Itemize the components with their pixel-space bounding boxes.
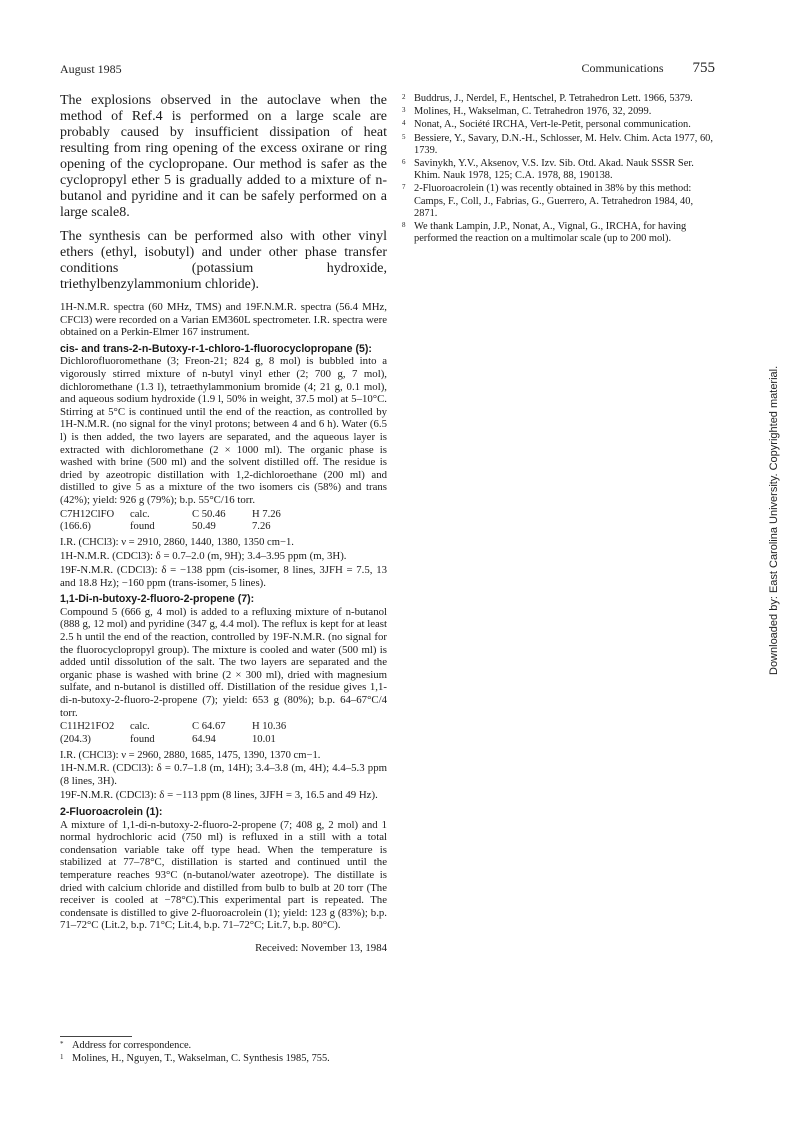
section-heading-fluoroacrolein: 2-Fluoroacrolein (1): [60, 806, 163, 819]
reference-item [402, 221, 715, 245]
reference-number: 8 [402, 221, 406, 230]
reference-text: Bessiere, Y., Savary, D.N.-H., Schlosser, M. Helv. Chim. Acta 1977, 60, 1739. [414, 132, 713, 156]
reference-text: 2-Fluoroacrolein (1) was recently obtained in 38% by this method: Camps, F., Coll, J., Fabrias, G., Guerrero, A. Tetrahedron 1984, 40, 2871. [414, 183, 694, 219]
reference-text: Nonat, A., Société IRCHA, Vert-le-Petit, personal communication. [414, 119, 691, 131]
header-right [582, 60, 716, 77]
reference-item [402, 119, 715, 131]
fnmr-data-1: 19F-N.M.R. (CDCl3): δ = −138 ppm (cis-isomer, 8 lines, 3JFH = 7.5, 13 and 18.8 Hz); −160 ppm (trans-isomer, 5 lines). [60, 564, 387, 589]
intro-paragraph-1: The explosions observed in the autoclave when the method of Ref.4 is performed on a large scale are probably caused by insufficient dissipation of heat resulting from ring opening of the excess oxirane or ring opening of the cyclopropane. Our method is safer as the cyclopropyl ether 5 is gradually added to a mixture of n-butanol and pyridine and it can be safely performed on a large scale8. [60, 93, 387, 220]
calc-h: H 7.26 [252, 508, 281, 520]
page-number: 755 [692, 60, 715, 76]
calc-c: C 64.67 [192, 721, 226, 733]
formula: C11H21FO2 [60, 721, 115, 733]
reference-text: Buddrus, J., Nerdel, F., Hentschel, P. Tetrahedron Lett. 1966, 5379. [414, 93, 693, 104]
elemental-analysis-1 [60, 509, 387, 534]
formula: C7H12ClFO [60, 508, 115, 520]
calc-c: C 50.46 [192, 508, 226, 520]
reference-text: We thank Lampin, J.P., Nonat, A., Vignal, G., IRCHA, for having performed the reaction on a multimolar scale (up to 200 mol). [414, 221, 687, 245]
reference-number: 5 [402, 132, 406, 141]
molecular-weight: (166.6) [60, 520, 91, 532]
received-date: Received: November 13, 1984 [255, 941, 387, 954]
left-column [60, 93, 387, 965]
section-heading-propene: 1,1-Di-n-butoxy-2-fluoro-2-propene (7): [60, 593, 255, 606]
hnmr-data-2: 1H-N.M.R. (CDCl3): δ = 0.7–1.8 (m, 14H); 3.4–3.8 (m, 4H); 4.4–5.3 ppm (8 lines, 3H). [60, 762, 387, 787]
calc-h: H 10.36 [252, 721, 287, 733]
download-watermark-text: Downloaded by: East Carolina University. Copyrighted material. [768, 365, 780, 675]
footnotes [60, 1040, 390, 1066]
intro-paragraph-2: The synthesis can be performed also with other vinyl ethers (ethyl, isobutyl) and under other phase transfer conditions (potassium hydroxide, triethylbenzylammonium chloride). [60, 229, 387, 292]
footnote-mark: * [60, 1040, 64, 1048]
download-watermark [768, 355, 788, 675]
reference-number: 3 [402, 106, 406, 115]
procedure-propene: Compound 5 (666 g, 4 mol) is added to a refluxing mixture of n-butanol (888 g, 12 mol) and pyridine (347 g, 4.4 mol). The reflux is kept for at least 2.5 h until the end of the reaction, controlled by 19F-N.M.R. (no signal for the fluorocyclopropyl group). The mixture is cooled and water (500 ml) is added until dissolution of the salt. The two layers are separated and the organic phase is washed with brine (2 × 300 ml), dried with magnesium sulfate, and n-butanol is distilled off. Distillation of the residue gives 1,1-di-n-butoxy-2-fluoro-2-propene (7); yield: 653 g (80%); b.p. 64–67°C/4 torr. [60, 605, 387, 719]
found-c: 50.49 [192, 520, 216, 532]
section-heading-cyclopropane: cis- and trans-2-n-Butoxy-r-1-chloro-1-fluorocyclopropane (5): [60, 342, 372, 355]
reference-number: 7 [402, 183, 406, 192]
reference-number: 6 [402, 158, 406, 167]
found-label: found [130, 520, 155, 532]
journal-section: Communications [581, 61, 664, 75]
procedure-cyclopropane: Dichlorofluoromethane (3; Freon-21; 824 g, 8 mol) is bubbled into a vigorously stirred mixture of n-butyl vinyl ether (2; 700 g, 7 mol), dichloromethane (1.3 l), tetraethylammonium bromide (4; 21 g, 0.1 mol), and aqueous sodium hydroxide (1.9 l, 50% in weight, 37.5 mol) at 5–10°C. Stirring at 5°C is continued until the end of the reaction, as controlled by 1H-N.M.R. (no signal for the vinyl protons; between 4 and 6 h). Water (6.5 l) is then added, the two layers are separated, and the aqueous layer is extracted with dichloromethane (2 × 1000 ml). The organic phase is washed with brine (500 ml) and the solvent distilled off. The residue is dried by azeotropic distillation with 1,2-dichloroethane (200 ml) and distilled to give 5 as a mixture of the two isomers cis (58%) and trans (42%); yield: 926 g (79%); b.p. 55°C/16 torr. [60, 355, 387, 506]
reference-item [402, 183, 715, 220]
footnote-item [60, 1040, 390, 1052]
issue-date: August 1985 [60, 62, 122, 76]
reference-item [402, 106, 715, 118]
reference-text: Molines, H., Wakselman, C. Tetrahedron 1976, 32, 2099. [414, 106, 652, 118]
found-c: 64.94 [192, 733, 216, 745]
reference-item [402, 158, 715, 182]
footnote-text: Address for correspondence. [72, 1040, 192, 1051]
reference-number: 4 [402, 119, 406, 128]
footnote-divider [60, 1036, 132, 1037]
fnmr-data-2: 19F-N.M.R. (CDCl3): δ = −113 ppm (8 lines, 3JFH = 3, 16.5 and 49 Hz). [60, 789, 378, 802]
instrument-paragraph: 1H-N.M.R. spectra (60 MHz, TMS) and 19F.N.M.R. spectra (56.4 MHz, CFCl3) were recorded on a Varian EM360L spectrometer. I.R. spectra were obtained on a Perkin-Elmer 167 instrument. [60, 301, 387, 339]
reference-item [402, 93, 715, 105]
ir-data-2: I.R. (CHCl3): ν = 2960, 2880, 1685, 1475, 1390, 1370 cm−1. [60, 750, 321, 762]
footnote-item [60, 1053, 390, 1065]
reference-item [402, 133, 715, 157]
reference-text: Savinykh, Y.V., Aksenov, V.S. Izv. Sib. Otd. Akad. Nauk SSSR Ser. Khim. Nauk 1978, 125; C.A. 1978, 88, 190138. [414, 158, 694, 182]
found-label: found [130, 733, 155, 745]
reference-number: 2 [402, 93, 406, 101]
calc-label: calc. [130, 508, 150, 520]
molecular-weight: (204.3) [60, 733, 91, 745]
elemental-analysis-2 [60, 721, 387, 746]
found-h: 10.01 [252, 733, 276, 745]
procedure-fluoroacrolein: A mixture of 1,1-di-n-butoxy-2-fluoro-2-propene (7; 408 g, 2 mol) and 1 normal hydrochloric acid (750 ml) is refluxed in a still with a total condensation variable take off type head. When the temperature is stabilized at 77–78°C, distillation is started and continued until the temperature reaches 93°C (n-butanol/water azeotrope). The distillate is dried with calcium chloride and distilled from bulb to bulb at 20 torr (The receiver is cooled at −78°C).This experimental part is repeated. The condensate is distilled to give 2-fluoroacrolein (1); yield: 123 g (83%); b.p. 71–72°C (Lit.2, b.p. 71°C; Lit.4, b.p. 71–72°C; Lit.7, b.p. 80°C). [60, 818, 387, 932]
hnmr-data-1: 1H-N.M.R. (CDCl3): δ = 0.7–2.0 (m, 9H); 3.4–3.95 ppm (m, 3H). [60, 549, 347, 562]
footnote-text: Molines, H., Nguyen, T., Wakselman, C. Synthesis 1985, 755. [72, 1053, 330, 1065]
references-column [402, 93, 715, 246]
page-header [60, 60, 715, 80]
calc-label: calc. [130, 721, 150, 733]
ir-data-1: I.R. (CHCl3): ν = 2910, 2860, 1440, 1380, 1350 cm−1. [60, 537, 294, 549]
footnote-mark: 1 [60, 1053, 64, 1062]
found-h: 7.26 [252, 520, 271, 532]
